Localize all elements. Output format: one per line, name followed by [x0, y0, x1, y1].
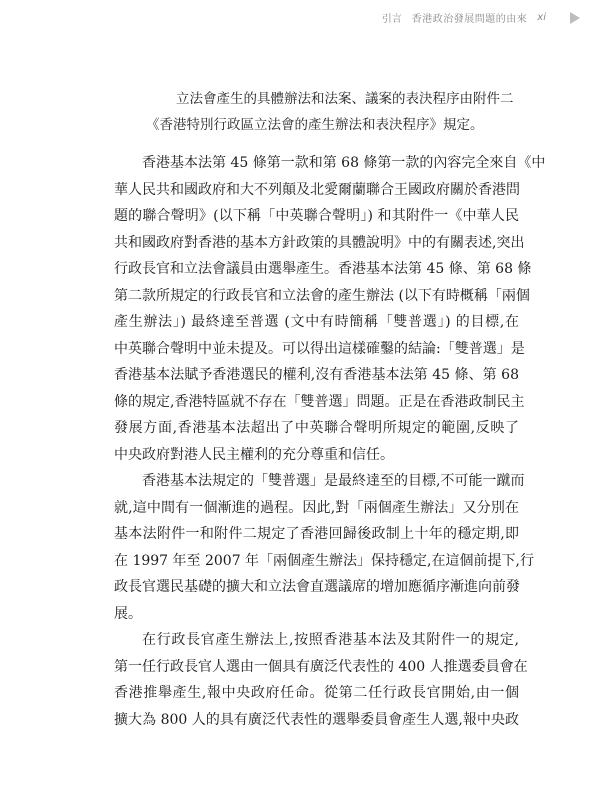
- quote-line: 《香港特別行政區立法會的產生辦法和表決程序》規定。: [146, 117, 484, 133]
- quoted-provision: [0, 86, 594, 138]
- next-page-arrow-icon[interactable]: [570, 12, 580, 24]
- text-line: 基本法附件一和附件二規定了香港回歸後政制上十年的穩定期,即: [114, 526, 519, 542]
- text-line: 在行政長官產生辦法上,按照香港基本法及其附件一的規定,: [142, 632, 519, 648]
- text-line: 香港基本法規定的「雙普選」是最終達至的目標,不可能一蹴而: [142, 473, 525, 489]
- text-line: 香港推舉產生,報中央政府任命。從第二任行政長官開始,由一個: [114, 685, 519, 701]
- text-line: 香港基本法第 45 條第一款和第 68 條第一款的內容完全來自《中: [142, 155, 546, 171]
- text-line: 展。: [114, 605, 142, 622]
- text-line: 第一任行政長官人選由一個具有廣泛代表性的 400 人推選委員會在: [114, 658, 528, 675]
- text-line: 共和國政府對香港的基本方針政策的具體說明》中的有關表述,突出: [114, 234, 525, 251]
- text-line: 中央政府對港人民主權利的充分尊重和信任。: [114, 446, 394, 463]
- text-line: 題的聯合聲明》(以下稱「中英聯合聲明」) 和其附件一《中華人民: [114, 208, 519, 224]
- header-page-number: xi: [537, 12, 546, 23]
- text-line: 擴大為 800 人的具有廣泛代表性的選舉委員會產生人選,報中央政: [114, 711, 519, 728]
- text-line: 發展方面,香港基本法超出了中英聯合聲明所規定的範圍,反映了: [114, 420, 519, 436]
- header-section: 引言: [381, 14, 402, 25]
- text-line: 華人民共和國政府和大不列顛及北愛爾蘭聯合王國政府關於香港問: [114, 181, 520, 198]
- text-line: 產生辦法」) 最終達至普選 (文中有時簡稱「雙普選」) 的目標,在: [114, 314, 519, 330]
- body-text: [114, 150, 546, 733]
- quote-line: 立法會產生的具體辦法和法案、議案的表決程序由附件二: [176, 91, 514, 107]
- running-header: [382, 10, 580, 25]
- text-line: 條的規定,香港特區就不存在「雙普選」問題。正是在香港政制民主: [114, 393, 525, 410]
- text-line: 中英聯合聲明中並未提及。可以得出這樣確鑿的結論:「雙普選」是: [114, 340, 525, 357]
- text-line: 在 1997 年至 2007 年「兩個產生辦法」保持穩定,在這個前提下,行: [114, 552, 534, 569]
- text-line: 第二款所規定的行政長官和立法會的產生辦法 (以下有時概稱「兩個: [114, 287, 530, 304]
- text-line: 就,這中間有一個漸進的過程。因此,對「兩個產生辦法」又分別在: [114, 499, 519, 516]
- header-title: 香港政治發展問題的由來: [411, 14, 528, 25]
- text-line: 行政長官和立法會議員由選舉產生。香港基本法第 45 條、第 68 條: [114, 261, 532, 277]
- text-line: 香港基本法賦予香港選民的權利,沒有香港基本法第 45 條、第 68: [114, 367, 519, 383]
- text-line: 政長官選民基礎的擴大和立法會直選議席的增加應循序漸進向前發: [114, 579, 520, 595]
